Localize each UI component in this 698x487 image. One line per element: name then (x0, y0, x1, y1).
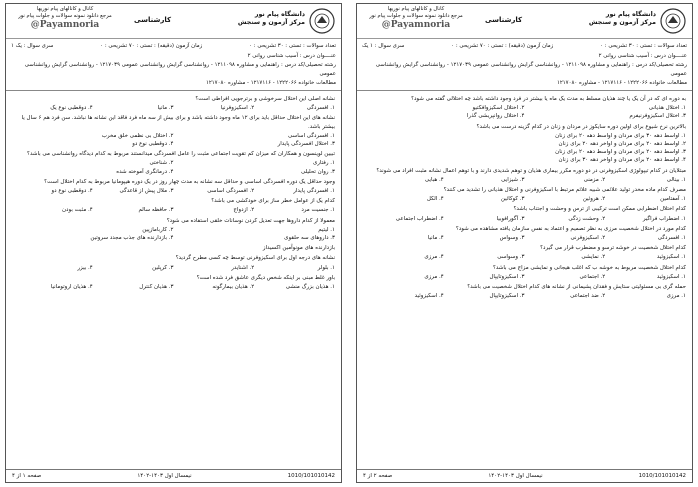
question-item (12, 178, 335, 195)
answer-option: ۲. اجتماعی (579, 273, 606, 280)
exam-page-right (356, 3, 693, 483)
answer-option: ۴. دوقطبی نوع دو (51, 188, 93, 195)
answer-options (12, 187, 335, 195)
answer-option: ۳. اواسط دهه ۲۰ برای مردان و اواسط دهه ۲۰ برای زنان (555, 149, 686, 156)
answer-options (363, 253, 686, 261)
answer-option: ۲. اسکیزوفرنی (570, 235, 606, 242)
answer-option: ۳. کرپلین (152, 264, 174, 271)
answer-option: ۴. الکل (426, 196, 444, 203)
field-of-study: رشته تحصیلی/کد درس : راهنمایی و مشاوره ۱۲۱۱۰۹۸ - روانشناسی گرایش روانشناسی عمومی ۱۲۱۷۰۳۹ - روانشناسی گرایش روانشناسی عمومی (375, 62, 687, 77)
brand-block (10, 6, 120, 30)
answer-option: ۱. افسردگی پایدار (293, 188, 335, 195)
university-logo-icon (660, 8, 686, 34)
question-item (12, 197, 335, 214)
question-stem: حمله گری بی مسئولیتی ستایش و فقدان پشیمانی از نشانه های کدام اختلال شخصیت می باشد؟ (467, 284, 686, 291)
question-item (363, 205, 686, 222)
answer-option: ۴. مرزی (424, 254, 444, 261)
question-item (363, 167, 686, 184)
exam-page-left (5, 3, 342, 483)
answer-options (12, 159, 335, 175)
course-title: عنــــوان درس : آسیب شناسی روانی ۲ (247, 53, 336, 59)
page-footer (6, 469, 341, 482)
answer-option: ۳. اختلال اسکیزوفرنیفرم (629, 113, 686, 120)
page-banner (6, 4, 341, 39)
question-item (363, 283, 686, 300)
question-stem: کدام یک از عوامل خطر ساز برای خودکشی می باشد؟ (211, 198, 335, 205)
answer-option: ۱. جنسیت مرد (301, 207, 335, 214)
answer-options (363, 176, 686, 184)
question-stem: مصرف کدام ماده مخدر تولید علائمی شبیه علائم مرتبط با اسکیزوفرنی و اختلال هذیانی را تشدید می کنند؟ (443, 187, 686, 194)
answer-option: ۳. وسواسی (497, 254, 525, 261)
brand-line-2: مرجع دانلود نمونه سوالات و جلوات پیام نور (18, 13, 112, 19)
answer-option: ۱. افسردگی اساسی (288, 132, 335, 139)
answer-option: ۴. مرزی (424, 273, 444, 280)
question-item (12, 95, 335, 112)
answer-option: ۲. اشنایدر (231, 264, 255, 271)
answer-options (363, 234, 686, 242)
field-of-study: رشته تحصیلی/کد درس : راهنمایی و مشاوره ۱۲۱۱۰۹۸ - روانشناسی گرایش روانشناسی عمومی ۱۲۱۷۰۳۹ - روانشناسی گرایش روانشناسی عمومی (24, 62, 336, 77)
answer-option: ۲. اختلال اسکیزوافکتیو (472, 105, 525, 112)
answer-option: ۱. لیتیم (318, 226, 335, 233)
course-title: عنــــوان درس : آسیب شناسی روانی ۲ (598, 53, 687, 59)
answer-options (363, 273, 686, 281)
answer-option: ۲. هروئین (582, 196, 606, 203)
answer-option: ۱. اسکیزوئید (656, 254, 686, 261)
answer-option: ۲. اسکیزوفرنیا (220, 105, 255, 112)
answer-option: ۴. اضطراب اجتماعی (395, 215, 444, 222)
answer-option: ۱. بلولر (317, 264, 335, 271)
question-item (363, 225, 686, 242)
question-stem: کدام اختلال شخصیت مربوط به خوشه ب که اغلب هیجانی و نمایشی مزاج می باشد؟ (492, 264, 686, 271)
answer-option: ۲. شناختی (149, 160, 174, 167)
answer-option: ۳. اسکیزوتایپال (489, 273, 525, 280)
answer-option: ۲. وحشت زدگی (568, 215, 606, 222)
answer-option: ۴. دوقطبی نوع دو (132, 141, 174, 148)
exam-code: 1010/101010142 (638, 473, 686, 479)
answer-option: ۳. کوکائین (500, 196, 525, 203)
answer-option: ۳. مانیا (157, 105, 174, 112)
answer-option: ۳. داروهای سه حلقوی (284, 235, 335, 242)
brand-watermark: @Payamnoria (30, 20, 100, 30)
answer-option: ۱. بینالی (666, 176, 686, 183)
answer-option: ۱. اضطراب فراگیر (642, 215, 686, 222)
question-stem: وجود حداقل یک دوره افسردگی اساسی و حداقل سه نشانه به مدت چهار روز در یک دوره هیپومانیا مربوط به کدام اختلال است؟ (44, 178, 335, 185)
answer-options (363, 132, 686, 165)
answer-options (363, 104, 686, 120)
answer-option: ۳. روان تحلیلی (300, 168, 335, 175)
university-name: دانشگاه پیام نور مرکز آزمون و سنجش (237, 11, 305, 26)
answer-options (12, 283, 335, 291)
brand-watermark: @Payamnoria (381, 20, 451, 30)
question-item (363, 123, 686, 165)
answer-option: ۱. آمفتامین (660, 196, 686, 203)
answer-option: ۱. اواسط دهه ۳۰ برای مردان و اواسط دهه ۲۰ برای زنان (555, 132, 686, 139)
answer-option: ۲. اختلال بی نظمی خلق مخرب (101, 132, 174, 139)
answer-option: ۴. درمانگری آموخته شده (116, 168, 174, 175)
answer-option: ۴. اواسط دهه ۲۰ برای مردان و اواخر دهه ۳۰ برای زنان (558, 157, 686, 164)
answer-options (12, 226, 335, 242)
answer-option: ۲. نمایشی (581, 254, 606, 261)
series-label: سری سوال : ۱ یک (362, 43, 405, 49)
answer-option: ۲. ازدواج (233, 207, 255, 214)
answer-option: ۴. اختلال روانپریشی گذرا (466, 113, 525, 120)
question-stem: کدام مورد در اختلال شخصیت مرزی به نظر تصمیم و اعتماد به نفس سازمان یافته مشاهده می شود؟ (455, 225, 686, 232)
question-item (12, 114, 335, 148)
answer-option: ۳. وسواس (499, 235, 525, 242)
answer-option: ۴. هذیان اروتومانیا (50, 284, 93, 291)
answer-options (12, 132, 335, 148)
answer-option: ۳. حافظه سالم (138, 207, 174, 214)
brand-line-1: کانال و کانالهای پیام نوریها (387, 6, 445, 12)
answer-options (363, 292, 686, 300)
exam-time: زمان آزمون (دقیقه) : تستی : ۷۰ تشریحی : ۰ (451, 43, 554, 49)
field-of-study-2: مطالعات خانواده ۱۲۲۲۰۶۶ - ۱۲۱۷۱۱۶ - مشاوره ۱۲۱۷۰۸۰ (205, 80, 336, 86)
answer-option: ۴. مانیا (427, 235, 444, 242)
degree-level: کارشناسی (485, 16, 523, 24)
brand-line-1: کانال و کانالهای پیام نوریها (36, 6, 94, 12)
answer-option: ۲. مزمنی (583, 176, 606, 183)
question-item (12, 254, 335, 271)
answer-option: ۱. هذیان بزرگ منشی (285, 284, 335, 291)
brand-line-2: مرجع دانلود نمونه سوالات و جلوات پیام نور (369, 13, 463, 19)
answer-option: ۲. هذیان بیمارگونه (212, 284, 255, 291)
degree-level: کارشناسی (134, 16, 172, 24)
question-item (12, 274, 335, 291)
page-banner (357, 4, 692, 39)
question-stem: به دوره ای که در آن یک یا چند هذیان مسلط به مدت یک ماه یا بیشتر در فرد وجود داشته باشد چه اختلالی گفته می شود؟ (411, 96, 686, 102)
question-item (363, 244, 686, 261)
question-stem: مبتلایان در کدام تیپولوژی اسکیزوفرنی در دو دوره مکرر بیماری هذیان و توهم شدیدی دارند و با توهم اعمال نشانه مثبت افراد می شوند؟ (376, 167, 686, 174)
question-item (363, 95, 686, 121)
question-stem: نشانه اصلی این اختلال سرخوشی و برترجویی افراطی است؟ (195, 96, 335, 102)
term-label: نیمسال اول ۱۴۰۳-۱۴۰۲ (137, 473, 192, 479)
answer-options (363, 195, 686, 203)
answer-option: ۳. هذیان کنترل (139, 284, 174, 291)
series-label: سری سوال : یک ۱ (11, 43, 54, 49)
page-number: صفحه ۲ از ۴ (363, 473, 393, 479)
exam-header (6, 39, 341, 91)
page-number: صفحه ۱ از ۴ (12, 473, 42, 479)
answer-option: ۴. بیزر (77, 264, 93, 271)
answer-option: ۳. آگورافوبیا (496, 215, 525, 222)
answer-option: ۴. اسکیزوئید (414, 293, 444, 300)
answer-option: ۱. رفتاری (312, 160, 335, 167)
answer-option: ۱. اسکیزوئید (656, 273, 686, 280)
answer-option: ۴. دوقطبی نوع یک (50, 105, 93, 112)
exam-time: زمان آزمون (دقیقه) : تستی : ۷۰ تشریحی : ۰ (100, 43, 203, 49)
exam-code: 1010/101010142 (287, 473, 335, 479)
field-of-study-2: مطالعات خانواده ۱۲۲۲۰۶۶ - ۱۲۱۷۱۱۶ - مشاوره ۱۲۱۷۰۸۰ (556, 80, 687, 86)
question-item (363, 186, 686, 203)
answer-option: ۱. افسردگی (657, 235, 686, 242)
question-count: تعداد سوالات : تستی : ۳۰ تشریحی : ۰ (249, 43, 336, 49)
question-item (12, 150, 335, 176)
question-item (12, 217, 335, 243)
answer-option: ۱. اختلال هذیانی (648, 105, 686, 112)
question-stem: معمولا از کدام داروها جهت تعدیل کردن نوسانات خلقی استفاده می شود؟ (166, 217, 335, 224)
answer-options (12, 264, 335, 272)
question-stem: نشانه های درجه اول برای اسکیزوفرنی توسط چه کسی مطرح گردید؟ (175, 255, 335, 262)
question-stem: کدام اختلال شخصیت در خوشه ترسو و مضطرب قرار می گیرد؟ (540, 245, 686, 252)
answer-option: ۳. شیزایی (501, 176, 525, 183)
exam-header (357, 39, 692, 91)
answer-options (363, 215, 686, 223)
answer-option: ۳. ملال پیش از قاعدگی (119, 188, 174, 195)
university-name: دانشگاه پیام نور مرکز آزمون و سنجش (588, 11, 656, 26)
question-list (357, 91, 692, 300)
question-item (12, 244, 335, 252)
question-stem: نشانه های این اختلال حداقل باید برای ۱۲ ماه وجود داشته باشد و برای بیش از سه ماه فرد فاقد این نشانه ها نباشد. سن فرد هم ۶ سال یا بیشتر باشد. (21, 115, 335, 130)
answer-option: ۴. بازدارنده های جذب مجدد سروتین (90, 235, 174, 242)
brand-block (361, 6, 471, 30)
question-count: تعداد سوالات : تستی : ۳۰ تشریحی : ۰ (600, 43, 687, 49)
answer-option: ۴. هبایی (424, 176, 444, 183)
answer-option: ۳. اسکیزوتایپال (489, 293, 525, 300)
question-stem: بازدارنده های مونوآمین اکسیداز (262, 245, 335, 252)
answer-option: ۴. مثبت بودن (62, 207, 93, 214)
question-stem: باور غلط مبنی بر اینکه شخص دیگری عاشق فرد شده است؟ (196, 274, 335, 281)
answer-option: ۳. اختلال افسردگی پایدار (277, 141, 335, 148)
answer-option: ۲. کاربامازپین (142, 226, 174, 233)
answer-option: ۱. افسردگی (306, 105, 335, 112)
answer-options (12, 206, 335, 214)
answer-option: ۲. اواسط دهه ۲۰ برای مردان و اواخر دهه ۲۰ برای زنان (558, 141, 686, 148)
answer-option: ۲. افسردگی اساسی (207, 188, 255, 195)
answer-option: ۱. مرزی (666, 293, 686, 300)
question-stem: تبیین لوینسون و همکاران که میزان کم تقویت اجتماعی مثبت را عامل افسردگی میدانستند مربوط به کدام دیدگاه روانشناسی می باشد؟ (27, 151, 335, 158)
question-stem: بالاترین نرخ شیوع برای اولین دوره سایکوز در مردان و زنان در کدام گزینه درست می باشد؟ (476, 123, 686, 130)
page-footer (357, 469, 692, 482)
university-logo-icon (309, 8, 335, 34)
question-list (6, 91, 341, 291)
answer-option: ۲. ضد اجتماعی (570, 293, 606, 300)
term-label: نیمسال اول ۱۴۰۳-۱۴۰۲ (488, 473, 543, 479)
answer-options (12, 104, 335, 112)
question-stem: کدام اختلال اضطرابی ممکن است ترکیبی از ترس و وحشت و اجتناب باشد؟ (513, 206, 686, 213)
question-item (363, 264, 686, 281)
